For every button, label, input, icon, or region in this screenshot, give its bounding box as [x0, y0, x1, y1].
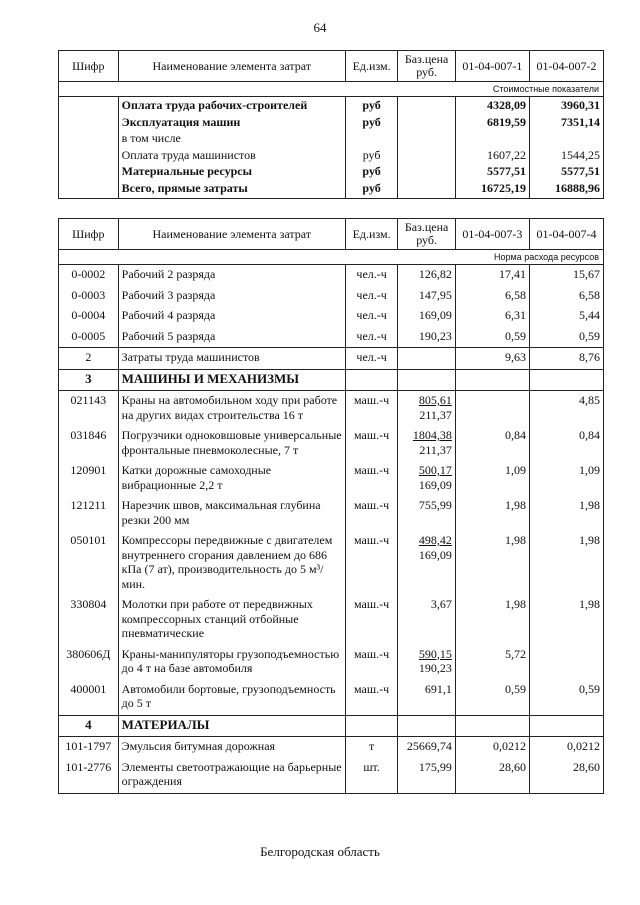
- cell-name: Материальные ресурсы: [118, 163, 345, 180]
- cell-unit: руб: [345, 180, 397, 199]
- cell-code: [59, 147, 119, 164]
- table-row: [59, 163, 604, 180]
- cell-name: Рабочий 5 разряда: [118, 327, 345, 348]
- base-price-total: 190,23: [418, 328, 452, 343]
- cell-code: 0-0004: [59, 306, 119, 327]
- table-row: [59, 737, 604, 758]
- cell-code: 2: [59, 348, 119, 370]
- table-row: [59, 114, 604, 131]
- header-col-4: 01-04-007-4: [529, 219, 603, 250]
- cell-unit: чел.-ч: [345, 306, 397, 327]
- cell-value-4: 0,84: [529, 426, 603, 461]
- cell-base-price: [398, 531, 456, 595]
- cell-value-3: 1,09: [455, 461, 529, 496]
- cost-indicators-table: [58, 50, 604, 199]
- table-row: [59, 97, 604, 114]
- cell-value-4: 1,98: [529, 496, 603, 531]
- header-name: Наименование элемента затрат: [118, 51, 345, 82]
- cell-value-3: 0,0212: [455, 737, 529, 758]
- cell-value-4: [529, 645, 603, 680]
- cell-unit: маш.-ч: [345, 391, 397, 427]
- cell-code: 021143: [59, 391, 119, 427]
- cell-base-price: [398, 369, 456, 391]
- cell-value-1: [455, 130, 529, 147]
- cell-value-3: 0,59: [455, 680, 529, 716]
- table-row: [59, 147, 604, 164]
- cell-name: Элементы светоотражающие на барьерные ограждения: [118, 758, 345, 794]
- cell-base-price: [398, 180, 456, 199]
- cell-unit: чел.-ч: [345, 286, 397, 307]
- cell-code: 121211: [59, 496, 119, 531]
- cell-value-4: 28,60: [529, 758, 603, 794]
- cell-code: 120901: [59, 461, 119, 496]
- cell-base-price: [398, 306, 456, 327]
- header-base-price: Баз.цена руб.: [398, 219, 456, 250]
- table-row: [59, 496, 604, 531]
- cell-unit: чел.-ч: [345, 348, 397, 370]
- cell-name: Рабочий 4 разряда: [118, 306, 345, 327]
- base-price-total: 175,99: [418, 759, 452, 774]
- cell-value-3: [455, 391, 529, 427]
- cell-value-1: 4328,09: [455, 97, 529, 114]
- table-row: [59, 531, 604, 595]
- resource-norms-table: [58, 218, 604, 794]
- cell-unit: маш.-ч: [345, 680, 397, 716]
- cell-value-4: 4,85: [529, 391, 603, 427]
- cell-unit: руб: [345, 114, 397, 131]
- cell-unit: маш.-ч: [345, 595, 397, 645]
- cell-name: Краны-манипуляторы грузоподъемностью до 4 т на базе автомобиля: [118, 645, 345, 680]
- cell-name: МАТЕРИАЛЫ: [118, 715, 345, 737]
- base-price-total: 147,95: [418, 287, 452, 302]
- cell-value-4: 6,58: [529, 286, 603, 307]
- header-col-2: 01-04-007-2: [529, 51, 603, 82]
- header-unit: Ед.изм.: [345, 219, 397, 250]
- cell-base-price: [398, 737, 456, 758]
- cell-name: МАШИНЫ И МЕХАНИЗМЫ: [118, 369, 345, 391]
- base-price-wages: 169,09: [418, 477, 452, 492]
- footer-region: Белгородская область: [260, 844, 380, 859]
- cell-value-2: [529, 130, 603, 147]
- page-number: 64: [313, 20, 327, 35]
- cell-value-3: 1,98: [455, 595, 529, 645]
- cell-unit: [345, 369, 397, 391]
- table-row: [59, 348, 604, 370]
- cell-name: Всего, прямые затраты: [118, 180, 345, 199]
- cell-value-3: 6,58: [455, 286, 529, 307]
- table-row: [59, 426, 604, 461]
- cell-base-price: [398, 715, 456, 737]
- cell-unit: маш.-ч: [345, 461, 397, 496]
- cell-value-4: [529, 715, 603, 737]
- table-row: [59, 130, 604, 147]
- table-row: [59, 265, 604, 286]
- cell-value-4: 0,59: [529, 680, 603, 716]
- cell-name: Эксплуатация машин: [118, 114, 345, 131]
- cell-value-1: 16725,19: [455, 180, 529, 199]
- cell-base-price: [398, 461, 456, 496]
- header-name: Наименование элемента затрат: [118, 219, 345, 250]
- base-price-total: 25669,74: [406, 739, 452, 753]
- cell-base-price: [398, 426, 456, 461]
- cell-code: 4: [59, 715, 119, 737]
- cell-code: 0-0003: [59, 286, 119, 307]
- cell-value-3: 28,60: [455, 758, 529, 794]
- cell-base-price: [398, 286, 456, 307]
- cell-name: Оплата труда машинистов: [118, 147, 345, 164]
- cell-name: Затраты труда машинистов: [118, 348, 345, 370]
- table-row: [59, 595, 604, 645]
- cell-unit: маш.-ч: [345, 531, 397, 595]
- cell-name: Компрессоры передвижные с двигателем внутреннего сгорания давлением до 686 кПа (7 ат), производительность до 5 м³/мин.: [118, 531, 345, 595]
- cell-value-2: 7351,14: [529, 114, 603, 131]
- cell-value-2: 5577,51: [529, 163, 603, 180]
- base-price-wages: 169,09: [418, 547, 452, 562]
- header-code: Шифр: [59, 51, 119, 82]
- cell-code: [59, 180, 119, 199]
- cell-value-3: 5,72: [455, 645, 529, 680]
- base-price-wages: 190,23: [418, 661, 452, 675]
- cell-unit: т: [345, 737, 397, 758]
- cell-value-4: 1,98: [529, 595, 603, 645]
- cell-value-3: [455, 369, 529, 391]
- cell-value-4: 8,76: [529, 348, 603, 370]
- table-row: [59, 327, 604, 348]
- section-row: [59, 715, 604, 737]
- cell-unit: маш.-ч: [345, 426, 397, 461]
- header-col-1: 01-04-007-1: [455, 51, 529, 82]
- cell-value-4: 1,09: [529, 461, 603, 496]
- cell-value-4: [529, 369, 603, 391]
- cell-value-1: 6819,59: [455, 114, 529, 131]
- table-row: [59, 758, 604, 794]
- cell-unit: чел.-ч: [345, 327, 397, 348]
- cell-base-price: [398, 114, 456, 131]
- cell-value-1: 5577,51: [455, 163, 529, 180]
- cell-code: [59, 130, 119, 147]
- section-row: [59, 369, 604, 391]
- cell-code: 380606Д: [59, 645, 119, 680]
- cell-base-price: [398, 680, 456, 716]
- cell-value-3: 1,98: [455, 531, 529, 595]
- table-subheader-row: [59, 250, 604, 265]
- cell-name: Оплата труда рабочих-строителей: [118, 97, 345, 114]
- cell-base-price: [398, 348, 456, 370]
- cell-unit: шт.: [345, 758, 397, 794]
- cell-base-price: [398, 391, 456, 427]
- cell-unit: маш.-ч: [345, 645, 397, 680]
- cell-name: Рабочий 2 разряда: [118, 265, 345, 286]
- cell-code: [59, 97, 119, 114]
- cell-value-3: 9,63: [455, 348, 529, 370]
- cell-unit: чел.-ч: [345, 265, 397, 286]
- cell-name: Нарезчик швов, максимальная глубина резки 200 мм: [118, 496, 345, 531]
- cell-value-4: 15,67: [529, 265, 603, 286]
- cell-unit: [345, 130, 397, 147]
- subheader-label: Норма расхода ресурсов: [59, 250, 604, 265]
- cell-base-price: [398, 327, 456, 348]
- cell-name: Эмульсия битумная дорожная: [118, 737, 345, 758]
- subheader-label: Стоимостные показатели: [59, 82, 604, 97]
- header-base-price: Баз.цена руб.: [398, 51, 456, 82]
- cell-code: 400001: [59, 680, 119, 716]
- table-row: [59, 461, 604, 496]
- cell-code: 3: [59, 369, 119, 391]
- cell-value-1: 1607,22: [455, 147, 529, 164]
- cell-value-4: 1,98: [529, 531, 603, 595]
- cell-name: в том числе: [118, 130, 345, 147]
- cell-name: Катки дорожные самоходные вибрационные 2,2 т: [118, 461, 345, 496]
- base-price-total: 169,09: [418, 308, 452, 322]
- cell-value-3: 6,31: [455, 306, 529, 327]
- cell-unit: руб: [345, 147, 397, 164]
- table-header-row: [59, 219, 604, 250]
- header-unit: Ед.изм.: [345, 51, 397, 82]
- header-code: Шифр: [59, 219, 119, 250]
- base-price-total: 498,42: [418, 533, 452, 547]
- base-price-total: 805,61: [418, 393, 452, 407]
- cell-value-3: 1,98: [455, 496, 529, 531]
- base-price-total: 691,1: [424, 681, 452, 696]
- cell-base-price: [398, 163, 456, 180]
- cell-code: 031846: [59, 426, 119, 461]
- cell-unit: [345, 715, 397, 737]
- cell-code: 101-2776: [59, 758, 119, 794]
- cell-base-price: [398, 130, 456, 147]
- cell-unit: руб: [345, 97, 397, 114]
- table-header-row: [59, 51, 604, 82]
- cell-base-price: [398, 595, 456, 645]
- table-row: [59, 286, 604, 307]
- header-col-3: 01-04-007-3: [455, 219, 529, 250]
- cell-value-4: 5,44: [529, 306, 603, 327]
- base-price-total: 590,15: [418, 646, 452, 661]
- table-row: [59, 306, 604, 327]
- cell-base-price: [398, 97, 456, 114]
- cell-value-3: 17,41: [455, 265, 529, 286]
- table-row: [59, 180, 604, 199]
- cell-value-4: 0,59: [529, 327, 603, 348]
- table-row: [59, 391, 604, 427]
- cell-value-2: 16888,96: [529, 180, 603, 199]
- base-price-wages: 211,37: [419, 442, 452, 457]
- cell-code: 0-0002: [59, 265, 119, 286]
- cell-name: Молотки при работе от передвижных компрессорных станций отбойные пневматические: [118, 595, 345, 645]
- base-price-total: 1804,38: [412, 428, 452, 442]
- base-price-total: 126,82: [418, 267, 452, 281]
- cell-code: 050101: [59, 531, 119, 595]
- cell-name: Рабочий 3 разряда: [118, 286, 345, 307]
- cell-name: Автомобили бортовые, грузоподъемность до 5 т: [118, 680, 345, 716]
- cell-code: 0-0005: [59, 327, 119, 348]
- base-price-total: 755,99: [418, 498, 452, 512]
- cell-code: 101-1797: [59, 737, 119, 758]
- cell-value-3: 0,59: [455, 327, 529, 348]
- cell-value-3: [455, 715, 529, 737]
- base-price-wages: 211,37: [419, 407, 452, 422]
- table-row: [59, 645, 604, 680]
- base-price-total: 3,67: [430, 597, 452, 611]
- cell-value-2: 1544,25: [529, 147, 603, 164]
- cell-base-price: [398, 147, 456, 164]
- cell-value-4: 0,0212: [529, 737, 603, 758]
- cell-base-price: [398, 758, 456, 794]
- cell-unit: руб: [345, 163, 397, 180]
- cell-name: Краны на автомобильном ходу при работе на других видах строительства 16 т: [118, 391, 345, 427]
- cell-name: Погрузчики одноковшовые универсальные фронтальные пневмоколесные, 7 т: [118, 426, 345, 461]
- cell-value-3: 0,84: [455, 426, 529, 461]
- cell-base-price: [398, 496, 456, 531]
- cell-value-2: 3960,31: [529, 97, 603, 114]
- cell-unit: маш.-ч: [345, 496, 397, 531]
- table-row: [59, 680, 604, 716]
- cell-base-price: [398, 645, 456, 680]
- cell-code: [59, 163, 119, 180]
- cell-code: 330804: [59, 595, 119, 645]
- base-price-total: 500,17: [418, 463, 452, 477]
- cell-base-price: [398, 265, 456, 286]
- cell-code: [59, 114, 119, 131]
- table-subheader-row: [59, 82, 604, 97]
